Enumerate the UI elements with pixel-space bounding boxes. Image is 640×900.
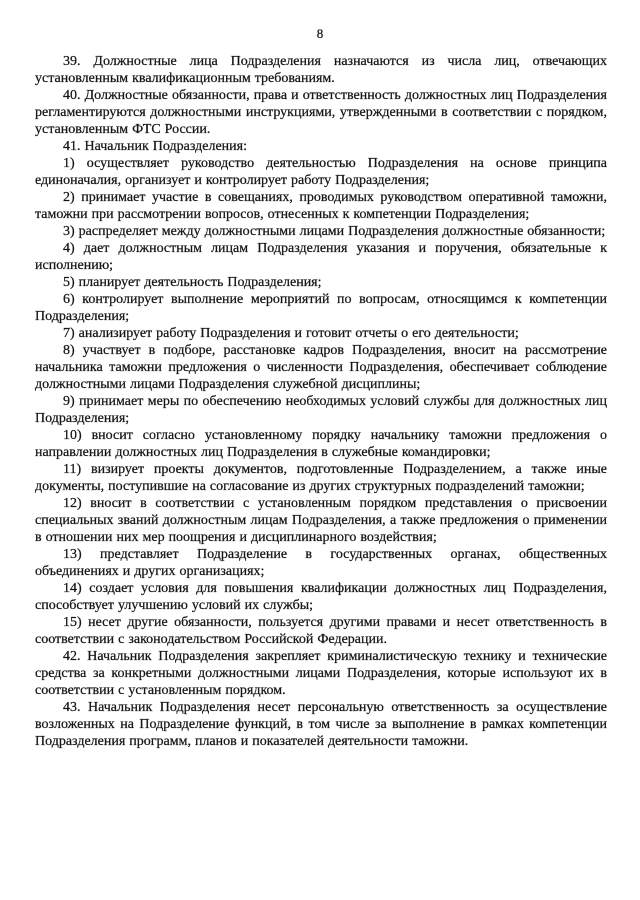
clause-41-item-6: 6) контролирует выполнение мероприятий по вопросам, относящимся к компетенции Подразделения;	[35, 292, 607, 324]
paragraph-43: 43. Начальник Подразделения несет персональную ответственность за осуществление возложенных на Подразделение функций, в том числе за выполнение в рамках компетенции Подразделения программ, планов и показателей деятельности таможни.	[35, 700, 607, 749]
clause-41-item-13: 13) представляет Подразделение в государственных органах, общественных объединениях и других организациях;	[35, 547, 607, 579]
clause-41-item-8: 8) участвует в подборе, расстановке кадров Подразделения, вносит на рассмотрение начальника таможни предложения о численности Подразделения, обеспечивает соблюдение должностными лицами Подразделения служебной дисциплины;	[35, 343, 607, 392]
clause-41-item-5: 5) планирует деятельность Подразделения;	[63, 275, 322, 290]
clause-41-item-3: 3) распределяет между должностными лицами Подразделения должностные обязанности;	[63, 224, 606, 239]
clause-41-item-7: 7) анализирует работу Подразделения и готовит отчеты о его деятельности;	[63, 326, 519, 341]
clause-41-item-2: 2) принимает участие в совещаниях, проводимых руководством оперативной таможни, таможни при рассмотрении вопросов, отнесенных к компетенции Подразделения;	[35, 190, 607, 222]
clause-41-item-12: 12) вносит в соответствии с установленным порядком представления о присвоении специальных званий должностным лицам Подразделения, а также предложения о применении в отношении них мер поощрения и дисциплинарного воздействия;	[35, 496, 607, 545]
document-body	[35, 53, 607, 750]
paragraph-42: 42. Начальник Подразделения закрепляет криминалистическую технику и технические средства за конкретными должностными лицами Подразделения, которые используют их в соответствии с установленным порядком.	[35, 649, 607, 698]
paragraph-39: 39. Должностные лица Подразделения назначаются из числа лиц, отвечающих установленным квалификационным требованиям.	[35, 54, 607, 86]
clause-41-item-11: 11) визирует проекты документов, подготовленные Подразделением, а также иные документы, поступившие на согласование из других структурных подразделений таможни;	[35, 462, 607, 494]
clause-41-item-4: 4) дает должностным лицам Подразделения указания и поручения, обязательные к исполнению;	[35, 241, 607, 273]
paragraph-40: 40. Должностные обязанности, права и ответственность должностных лиц Подразделения регламентируются должностными инструкциями, утвержденными в соответствии с порядком, установленным ФТС России.	[35, 88, 607, 137]
clause-41-item-14: 14) создает условия для повышения квалификации должностных лиц Подразделения, способствует улучшению условий их службы;	[35, 581, 607, 613]
clause-41-item-9: 9) принимает меры по обеспечению необходимых условий службы для должностных лиц Подразделения;	[35, 394, 607, 426]
paragraph-41: 41. Начальник Подразделения:	[63, 139, 247, 154]
clause-41-item-10: 10) вносит согласно установленному порядку начальнику таможни предложения о направлении должностных лиц Подразделения в служебные командировки;	[35, 428, 607, 460]
clause-41-item-15: 15) несет другие обязанности, пользуется другими правами и несет ответственность в соответствии с законодательством Российской Федерации.	[35, 615, 607, 647]
page-number: 8	[316, 26, 324, 41]
clause-41-item-1: 1) осуществляет руководство деятельностью Подразделения на основе принципа единоначалия, организует и контролирует работу Подразделения;	[35, 156, 607, 188]
